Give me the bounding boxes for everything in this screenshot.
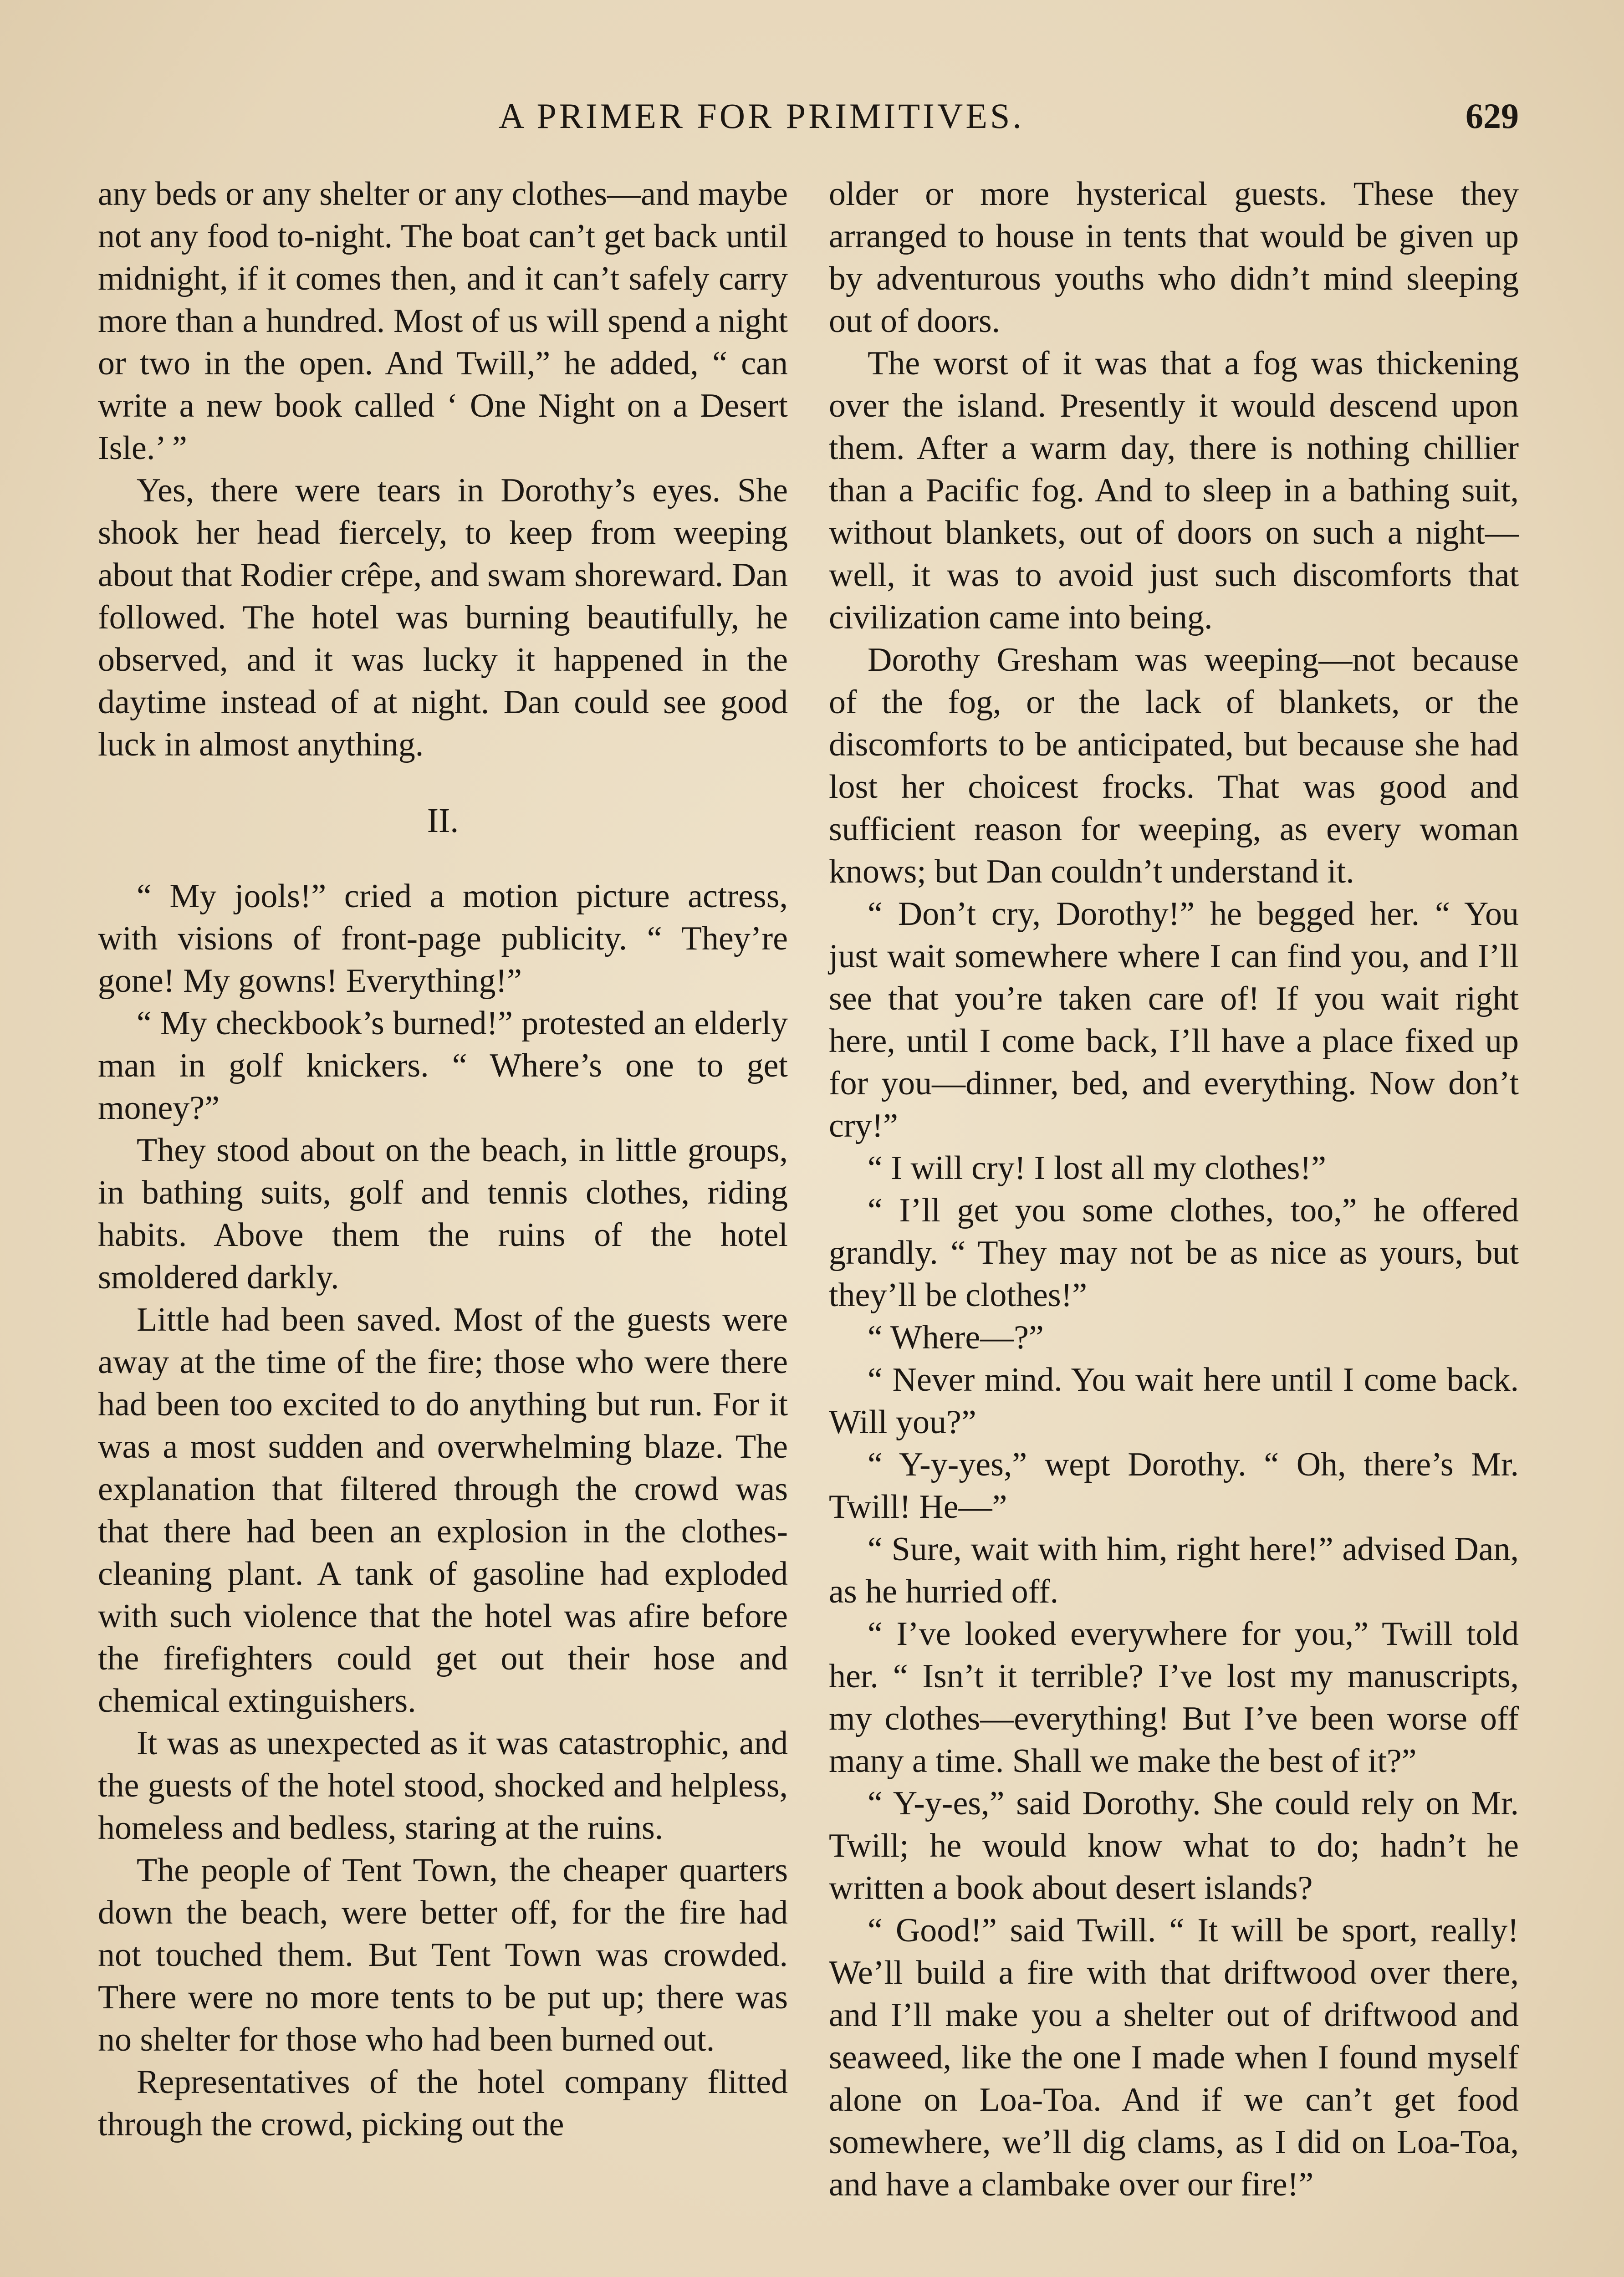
paragraph: The people of Tent Town, the cheaper quarters down the beach, were better off, for the fire had not touched them. But Tent Town was crowded. There were no more tents to be put up; there was no shelter for those who had been burned out.	[98, 1852, 788, 2058]
left-column	[98, 173, 788, 2146]
paragraph: “ I’ve looked everywhere for you,” Twill told her. “ Isn’t it terrible? I’ve lost my manuscripts, my clothes—everything! But I’ve been worse off many a time. Shall we make the best of it?”	[829, 1615, 1519, 1780]
paragraph: Dorothy Gresham was weeping—not because of the fog, or the lack of blankets, or the discomforts to be anticipated, but because she had lost her choicest frocks. That was good and sufficient reason for weeping, as every woman knows; but Dan couldn’t understand it.	[829, 641, 1519, 890]
right-column	[829, 173, 1519, 2206]
running-title: A PRIMER FOR PRIMITIVES.	[499, 96, 1024, 136]
paragraph: The worst of it was that a fog was thickening over the island. Presently it would descend upon them. After a warm day, there is nothing chillier than a Pacific fog. And to sleep in a bathing suit, without blankets, out of doors on such a night—well, it was to avoid just such discomforts that civilization came into being.	[829, 345, 1519, 636]
paragraph: They stood about on the beach, in little groups, in bathing suits, golf and tennis clothes, riding habits. Above them the ruins of the hotel smoldered darkly.	[98, 1132, 788, 1296]
paragraph: “ Never mind. You wait here until I come back. Will you?”	[829, 1361, 1519, 1441]
section-heading: II.	[427, 802, 459, 840]
paragraph: “ Don’t cry, Dorothy!” he begged her. “ You just wait somewhere where I can find you, and I’ll see that you’re taken care of! If you wait right here, until I come back, I’ll have a place fixed up for you—dinner, bed, and everything. Now don’t cry!”	[829, 895, 1519, 1144]
paragraph: “ My jools!” cried a motion picture actress, with visions of front-page publicity. “ They’re gone! My gowns! Everything!”	[98, 878, 788, 1000]
paragraph: “ My checkbook’s burned!” protested an elderly man in golf knickers. “ Where’s one to get money?”	[98, 1005, 788, 1127]
paragraph: any beds or any shelter or any clothes—and maybe not any food to-night. The boat can’t get back until midnight, if it comes then, and it can’t safely carry more than a hundred. Most of us will spend a night or two in the open. And Twill,” he added, “ can write a new book called ‘ One Night on a Desert Isle.’ ”	[98, 175, 788, 467]
paragraph: “ Good!” said Twill. “ It will be sport, really! We’ll build a fire with that driftwood over there, and I’ll make you a shelter out of driftwood and seaweed, like the one I made when I found myself alone on Loa-Toa. And if we can’t get food somewhere, we’ll dig clams, as I did on Loa-Toa, and have a clambake over our fire!”	[829, 1912, 1519, 2203]
paragraph: older or more hysterical guests. These they arranged to house in tents that would be given up by adventurous youths who didn’t mind sleeping out of doors.	[829, 175, 1519, 340]
paragraph: “ Y-y-es,” said Dorothy. She could rely on Mr. Twill; he would know what to do; hadn’t he written a book about desert islands?	[829, 1785, 1519, 1907]
paragraph: Representatives of the hotel company flitted through the crowd, picking out the	[98, 2063, 788, 2143]
paragraph: “ Sure, wait with him, right here!” advised Dan, as he hurried off.	[829, 1531, 1519, 1610]
paragraph: “ I’ll get you some clothes, too,” he offered grandly. “ They may not be as nice as yours, but they’ll be clothes!”	[829, 1192, 1519, 1314]
paragraph: “ Where—?”	[868, 1319, 1044, 1356]
paragraph: “ Y-y-yes,” wept Dorothy. “ Oh, there’s Mr. Twill! He—”	[829, 1446, 1519, 1526]
running-head	[98, 96, 1519, 146]
page-number: 629	[1466, 96, 1519, 136]
paragraph: It was as unexpected as it was catastrophic, and the guests of the hotel stood, shocked and helpless, homeless and bedless, staring at the ruins.	[98, 1725, 788, 1847]
paragraph: Yes, there were tears in Dorothy’s eyes. She shook her head fiercely, to keep from weeping about that Rodier crêpe, and swam shoreward. Dan followed. The hotel was burning beautifully, he observed, and it was lucky it happened in the daytime instead of at night. Dan could see good luck in almost anything.	[98, 472, 788, 763]
paragraph: Little had been saved. Most of the guests were away at the time of the fire; those who were there had been too excited to do anything but run. For it was a most sudden and overwhelming blaze. The explanation that filtered through the crowd was that there had been an explosion in the clothes-cleaning plant. A tank of gasoline had exploded with such violence that the hotel was afire before the firefighters could get out their hose and chemical extinguishers.	[98, 1301, 788, 1720]
paragraph: “ I will cry! I lost all my clothes!”	[868, 1149, 1326, 1187]
